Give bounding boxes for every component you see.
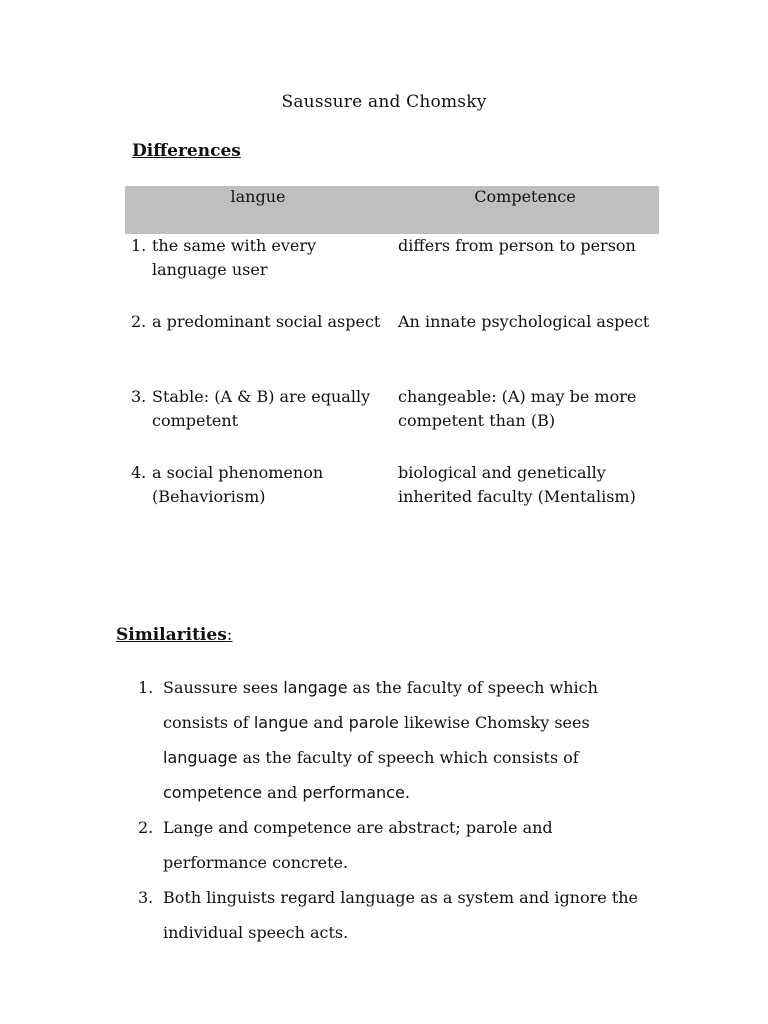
list-number: 2. bbox=[138, 818, 154, 837]
list-text bbox=[138, 670, 658, 810]
text-run: Saussure sees bbox=[163, 678, 284, 697]
list-item bbox=[138, 880, 658, 950]
term-parole: parole bbox=[348, 713, 399, 732]
list-item bbox=[138, 670, 658, 810]
header-langue: langue bbox=[230, 187, 286, 206]
header-competence: Competence bbox=[474, 187, 576, 206]
competence-cell: An innate psychological aspect bbox=[398, 312, 650, 331]
row-number: 2. bbox=[131, 312, 147, 331]
text-run: as the faculty of speech which consists of bbox=[163, 678, 598, 732]
term-langue: langue bbox=[253, 713, 309, 732]
list-text: Lange and competence are abstract; parole and performance concrete. bbox=[163, 818, 553, 872]
competence-cell: differs from person to person bbox=[398, 236, 636, 255]
langue-cell bbox=[131, 310, 389, 334]
text-run: and bbox=[262, 783, 303, 802]
list-item bbox=[138, 810, 658, 880]
table-header bbox=[125, 186, 659, 234]
similarities-heading bbox=[116, 625, 233, 645]
text-run: . bbox=[404, 783, 410, 802]
term-competence: competence bbox=[163, 783, 263, 802]
langue-text: the same with every language user bbox=[152, 236, 317, 279]
term-performance: performance bbox=[302, 783, 405, 802]
text-run: and bbox=[308, 713, 349, 732]
similarities-heading-text: Similarities bbox=[116, 625, 227, 645]
term-langage: langage bbox=[283, 678, 348, 697]
table-row bbox=[125, 385, 659, 461]
competence-cell: changeable: (A) may be more competent than (B) bbox=[398, 387, 637, 430]
similarities-list bbox=[138, 670, 658, 950]
langue-text: a predominant social aspect bbox=[152, 312, 381, 331]
langue-cell bbox=[131, 385, 389, 433]
similarities-colon: : bbox=[226, 625, 233, 645]
term-language: language bbox=[163, 748, 238, 767]
table-row bbox=[125, 310, 659, 385]
table-row bbox=[125, 461, 659, 541]
langue-cell bbox=[131, 234, 389, 282]
text-run: as the faculty of speech which consists of bbox=[237, 748, 579, 767]
row-number: 1. bbox=[131, 236, 147, 255]
langue-text: Stable: (A & B) are equally competent bbox=[152, 387, 371, 430]
comparison-table bbox=[125, 186, 659, 541]
list-number: 1. bbox=[138, 678, 154, 697]
page-title: Saussure and Chomsky bbox=[281, 92, 487, 112]
row-number: 4. bbox=[131, 463, 147, 482]
langue-cell bbox=[131, 461, 389, 509]
table-row bbox=[125, 234, 659, 310]
langue-text: a social phenomenon (Behaviorism) bbox=[152, 463, 324, 506]
differences-heading: Differences bbox=[132, 141, 241, 161]
row-number: 3. bbox=[131, 387, 147, 406]
competence-cell: biological and genetically inherited faculty (Mentalism) bbox=[398, 463, 636, 506]
list-number: 3. bbox=[138, 888, 154, 907]
text-run: likewise Chomsky sees bbox=[398, 713, 590, 732]
list-text: Both linguists regard language as a system and ignore the individual speech acts. bbox=[163, 888, 639, 942]
